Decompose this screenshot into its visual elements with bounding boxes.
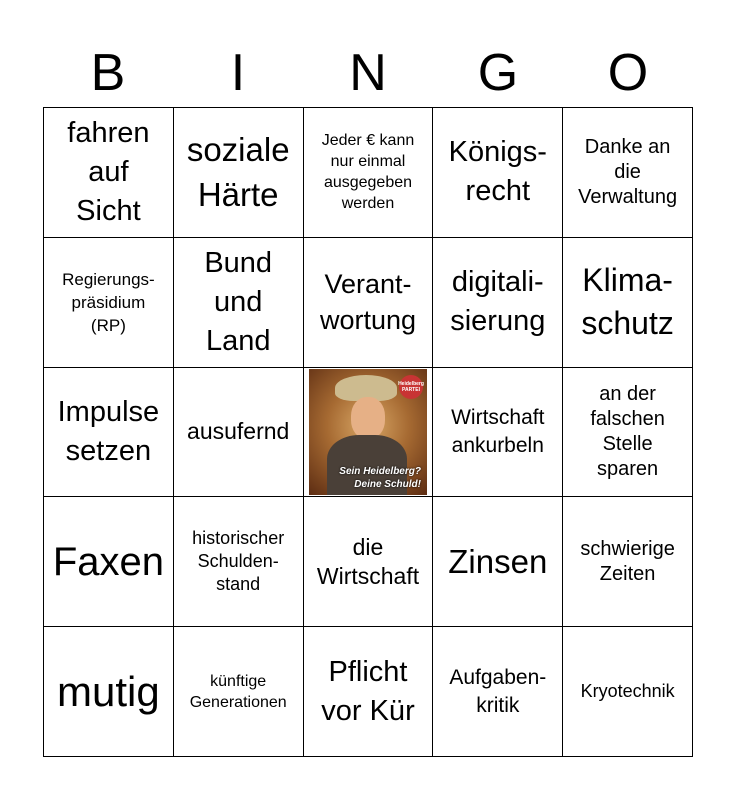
free-space-image xyxy=(309,369,427,495)
header-letter-g: G xyxy=(477,44,519,102)
bingo-cell[interactable]: Königs- recht xyxy=(433,108,563,238)
bingo-cell[interactable]: schwierige Zeiten xyxy=(563,497,693,627)
header-letter-i: I xyxy=(230,44,246,102)
free-space-caption-line1: Sein Heidelberg? xyxy=(339,465,421,477)
header-letter-n: N xyxy=(349,44,387,102)
bingo-cell[interactable]: Klima- schutz xyxy=(563,238,693,368)
bingo-cell[interactable]: Kryotechnik xyxy=(563,627,693,757)
bingo-board xyxy=(43,107,693,757)
bingo-cell[interactable]: soziale Härte xyxy=(174,108,304,238)
header-letter-o: O xyxy=(607,44,649,102)
bingo-cell[interactable]: Bund und Land xyxy=(174,238,304,368)
bingo-cell[interactable]: Wirtschaft ankurbeln xyxy=(433,368,563,498)
bingo-cell[interactable]: Danke an die Verwaltung xyxy=(563,108,693,238)
face-shape xyxy=(351,397,385,439)
bingo-cell[interactable]: Pflicht vor Kür xyxy=(304,627,434,757)
bingo-cell[interactable]: mutig xyxy=(44,627,174,757)
bingo-cell[interactable]: Jeder € kann nur einmal ausgegeben werden xyxy=(304,108,434,238)
bingo-cell[interactable]: Zinsen xyxy=(433,497,563,627)
bingo-cell[interactable]: digitali- sierung xyxy=(433,238,563,368)
bingo-cell[interactable]: an der falschen Stelle sparen xyxy=(563,368,693,498)
header-letter-b: B xyxy=(90,44,126,102)
bingo-cell[interactable]: Verant- wortung xyxy=(304,238,434,368)
bingo-cell[interactable]: die Wirtschaft xyxy=(304,497,434,627)
bingo-cell[interactable]: Faxen xyxy=(44,497,174,627)
bingo-cell[interactable]: historischer Schulden- stand xyxy=(174,497,304,627)
bingo-cell[interactable]: Regierungs- präsidium (RP) xyxy=(44,238,174,368)
bingo-cell[interactable]: ausufernd xyxy=(174,368,304,498)
free-space-cell[interactable] xyxy=(304,368,434,498)
party-stamp-logo: Heidelberg PARTEI xyxy=(399,375,423,399)
bingo-cell[interactable]: fahren auf Sicht xyxy=(44,108,174,238)
bingo-cell[interactable]: Aufgaben- kritik xyxy=(433,627,563,757)
bingo-header xyxy=(43,42,693,104)
bingo-cell[interactable]: Impulse setzen xyxy=(44,368,174,498)
free-space-caption-line2: Deine Schuld! xyxy=(354,478,421,490)
bingo-cell[interactable]: künftige Generationen xyxy=(174,627,304,757)
